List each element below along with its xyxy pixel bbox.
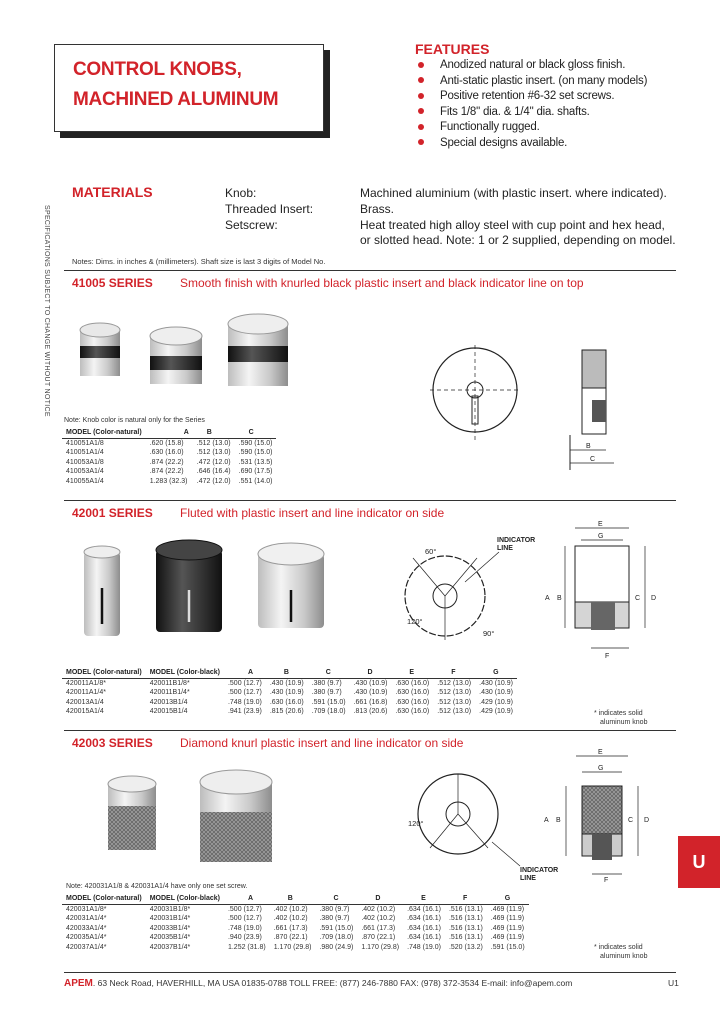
footnote: * indicates solid — [594, 944, 643, 951]
title-line1: CONTROL KNOBS, — [73, 59, 242, 80]
dim-label: C — [628, 817, 634, 824]
series-42001-table — [62, 668, 517, 717]
series-42003-note: Note: 420031A1/8 & 420031A1/4 have only one set screw. — [66, 883, 248, 890]
bullet-icon — [418, 77, 424, 83]
series-42001-drawing — [395, 516, 665, 666]
brand-logo: APEM — [64, 978, 93, 989]
table-row: 420011A1/8* 420011B1/8* .500 (12.7) .430 (10.9) .380 (9.7) .430 (10.9) .630 (16.0) .512 (13.0) .430 (10.9) — [66, 679, 513, 687]
materials-value: or slotted head. Note: 1 or 2 supplied, depending on model. — [360, 233, 676, 247]
table-row: 410053A1/8 .874 (22.2) .472 (12.0) .531 (13.5) — [66, 458, 273, 466]
series-41005-desc: Smooth finish with knurled black plastic insert and black indicator line on top — [180, 276, 584, 290]
dim-label: B — [586, 443, 591, 450]
feature-item: Fits 1/8" dia. & 1/4" dia. shafts. — [418, 106, 647, 122]
materials-value: Heat treated high alloy steel with cup point and hex head, — [360, 218, 665, 232]
knob-photo-large — [258, 543, 324, 628]
divider — [64, 500, 676, 501]
table-header: MODEL (Color-natural) A B C — [62, 428, 276, 438]
dim-label: A — [544, 817, 549, 824]
dim-label: B — [557, 595, 562, 602]
materials-value: Machined aluminium (with plastic insert. where indicated). — [360, 186, 667, 200]
knob-photo-black — [156, 540, 222, 632]
series-42001-name: 42001 SERIES — [72, 506, 153, 520]
bullet-icon — [418, 108, 424, 114]
series-41005-note: Note: Knob color is natural only for the Series — [64, 417, 205, 424]
series-42003-desc: Diamond knurl plastic insert and line indicator on side — [180, 736, 464, 750]
angle-label: 120° — [407, 617, 423, 626]
side-note: SPECIFICATIONS SUBJECT TO CHANGE WITHOUT NOTICE — [43, 205, 50, 417]
materials-heading: MATERIALS — [72, 184, 153, 200]
feature-item: Functionally rugged. — [418, 121, 647, 137]
dim-label: E — [598, 521, 603, 528]
series-42001-photos — [70, 528, 330, 648]
series-41005-name: 41005 SERIES — [72, 276, 153, 290]
dim-label: D — [644, 817, 650, 824]
series-41005-drawing — [420, 330, 620, 475]
series-42003-table — [62, 894, 529, 952]
materials-notes: Notes: Dims. in inches & (millimeters). Shaft size is last 3 digits of Model No. — [72, 257, 326, 266]
table-row: 410051A1/4 .630 (16.0) .512 (13.0) .590 (15.0) — [66, 449, 273, 457]
table-row: 410051A1/8 .620 (15.8) .512 (13.0) .590 (15.0) — [66, 439, 273, 447]
section-tab: U — [678, 836, 720, 888]
angle-label: 60° — [425, 547, 437, 556]
table-row: 420011A1/4* 420011B1/4* .500 (12.7) .430 (10.9) .380 (9.7) .430 (10.9) .630 (16.0) .512 (13.0) .430 (10.9) — [66, 689, 513, 697]
knob-side-view — [570, 350, 606, 470]
dim-label: F — [604, 877, 609, 883]
indicator-label: INDICATOR — [497, 537, 536, 544]
divider — [64, 972, 676, 973]
title-line2: MACHINED ALUMINUM — [73, 89, 279, 110]
angle-label: 120° — [408, 819, 424, 828]
table-header: MODEL (Color-natural) MODEL (Color-black) A B C D E F G — [62, 668, 517, 678]
knob-photo-large — [200, 770, 272, 862]
title-box — [54, 44, 324, 132]
indicator-label: LINE — [520, 875, 536, 882]
bullet-icon — [418, 124, 424, 130]
dim-label: F — [605, 653, 610, 660]
feature-item: Anodized natural or black gloss finish. — [418, 59, 647, 75]
materials-label: Setscrew: — [225, 218, 278, 232]
series-42003-name: 42003 SERIES — [72, 736, 153, 750]
dim-label: G — [598, 765, 604, 772]
knob-photo-medium — [150, 327, 202, 384]
table-row: 420031A1/8* 420031B1/8* .500 (12.7) .402 (10.2) .380 (9.7) .402 (10.2) .634 (16.1) .516 (13.1) .469 (11.9) — [66, 905, 525, 913]
series-42003-photos — [96, 766, 286, 876]
dim-label: C — [590, 456, 596, 463]
feature-item: Special designs available. — [418, 137, 647, 153]
table-header: MODEL (Color-natural) MODEL (Color-black) A B C D E F G — [62, 894, 529, 904]
knob-side-view — [582, 786, 622, 860]
series-42001-desc: Fluted with plastic insert and line indicator on side — [180, 506, 445, 520]
series-42003-drawing — [400, 748, 665, 883]
divider — [64, 270, 676, 271]
table-row: 420035A1/4* 420035B1/4* .940 (23.9) .870 (22.1) .709 (18.0) .870 (22.1) .634 (16.1) .516 (13.1) .469 (11.9) — [66, 934, 525, 942]
features-list — [418, 59, 647, 152]
footnote: * indicates solid — [594, 710, 643, 717]
dim-label: D — [651, 595, 657, 602]
table-row: 420037A1/4* 420037B1/4* 1.252 (31.8) 1.170 (29.8) .980 (24.9) 1.170 (29.8) .748 (19.0) .520 (13.2) .591 (15.0) — [66, 943, 525, 951]
indicator-label: LINE — [497, 545, 513, 552]
table-row: 420031A1/4* 420031B1/4* .500 (12.7) .402 (10.2) .380 (9.7) .402 (10.2) .634 (16.1) .516 (13.1) .469 (11.9) — [66, 915, 525, 923]
materials-label: Threaded Insert: — [225, 202, 314, 216]
features-heading: FEATURES — [415, 41, 490, 57]
footnote: aluminum knob — [600, 719, 648, 726]
bullet-icon — [418, 93, 424, 99]
series-41005-table — [62, 428, 276, 486]
knob-photo-small — [80, 323, 120, 376]
feature-item: Positive retention #6-32 set screws. — [418, 90, 647, 106]
dim-label: A — [545, 595, 550, 602]
dim-label: G — [598, 533, 604, 540]
angle-label: 90° — [483, 629, 495, 638]
materials-value: Brass. — [360, 202, 395, 216]
feature-item: Anti-static plastic insert. (on many models) — [418, 75, 647, 91]
knob-photo-small — [84, 546, 120, 636]
materials-label: Knob: — [225, 186, 257, 200]
divider — [64, 730, 676, 731]
knob-side-view — [575, 546, 629, 630]
bullet-icon — [418, 62, 424, 68]
footer — [64, 978, 572, 989]
knob-photo-small — [108, 776, 156, 850]
indicator-label: INDICATOR — [520, 867, 559, 874]
table-row: 410053A1/4 .874 (22.2) .646 (16.4) .690 (17.5) — [66, 468, 273, 476]
footnote: aluminum knob — [600, 953, 648, 960]
dim-label: B — [556, 817, 561, 824]
dim-label: E — [598, 749, 603, 756]
table-row: 420015A1/4 420015B1/4 .941 (23.9) .815 (20.6) .709 (18.0) .813 (20.6) .630 (16.0) .512 (13.0) .429 (10.9) — [66, 708, 513, 716]
table-row: 420033A1/4* 420033B1/4* .748 (19.0) .661 (17.3) .591 (15.0) .661 (17.3) .634 (16.1) .516 (13.1) .469 (11.9) — [66, 924, 525, 932]
page-number: U1 — [668, 978, 679, 988]
table-row: 420013A1/4 420013B1/4 .748 (19.0) .630 (16.0) .591 (15.0) .661 (16.8) .630 (16.0) .512 (13.0) .429 (10.9) — [66, 698, 513, 706]
footer-address: . 63 Neck Road, HAVERHILL, MA USA 01835-0788 TOLL FREE: (877) 246-7880 FAX: (978) 372-3534 E-mail: info@apem.com — [92, 978, 573, 988]
knob-photo-large — [228, 314, 288, 386]
series-41005-photos — [70, 300, 300, 410]
table-row: 410055A1/4 1.283 (32.3) .472 (12.0) .551 (14.0) — [66, 477, 273, 485]
bullet-icon — [418, 139, 424, 145]
dim-label: C — [635, 595, 641, 602]
